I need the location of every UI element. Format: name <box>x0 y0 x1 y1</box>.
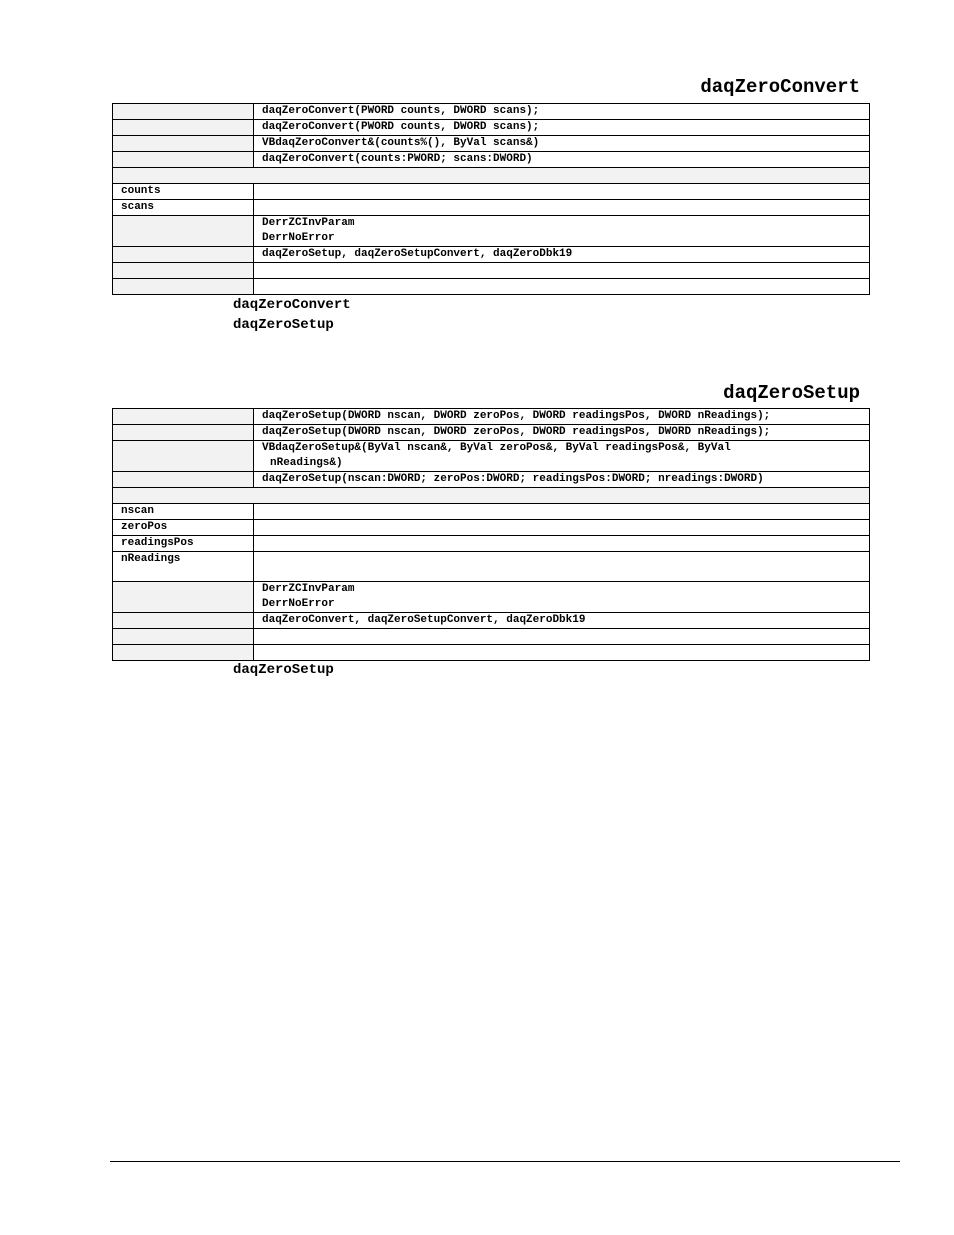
returns-row <box>113 216 870 247</box>
function-title-daqzeroconvert: daqZeroConvert <box>700 76 860 98</box>
prototype-c: daqZeroSetup(DWORD nscan, DWORD zeroPos, DWORD readingsPos, DWORD nReadings); <box>254 409 870 425</box>
see-also-text: daqZeroConvert, daqZeroSetupConvert, daqZeroDbk19 <box>254 613 870 629</box>
param-row <box>113 200 870 216</box>
param-name: readingsPos <box>113 536 254 552</box>
prototype-row-delphi <box>113 152 870 168</box>
empty-row <box>113 629 870 645</box>
empty-row <box>113 645 870 661</box>
prototype-delphi: daqZeroSetup(nscan:DWORD; zeroPos:DWORD; readingsPos:DWORD; nreadings:DWORD) <box>254 472 870 488</box>
prototype-cpp: daqZeroConvert(PWORD counts, DWORD scans); <box>254 120 870 136</box>
prototype-c: daqZeroConvert(PWORD counts, DWORD scans); <box>254 104 870 120</box>
prototype-row-cpp <box>113 120 870 136</box>
prototype-row-vb <box>113 441 870 472</box>
param-name: nscan <box>113 504 254 520</box>
error-code: DerrNoError <box>262 598 335 610</box>
param-name: scans <box>113 200 254 216</box>
param-row <box>113 536 870 552</box>
see-also-row <box>113 613 870 629</box>
param-name: counts <box>113 184 254 200</box>
param-row <box>113 552 870 582</box>
empty-row <box>113 279 870 295</box>
parameters-header-row <box>113 488 870 504</box>
prototype-delphi: daqZeroConvert(counts:PWORD; scans:DWORD) <box>254 152 870 168</box>
prototype-row-cpp <box>113 425 870 441</box>
see-also-row <box>113 247 870 263</box>
note-line: daqZeroSetup <box>233 317 334 333</box>
daqzeroconvert-reference-table <box>112 103 870 295</box>
prototype-vb: VBdaqZeroSetup&(ByVal nscan&, ByVal zeroPos&, ByVal readingsPos&, ByVal <box>262 442 731 454</box>
error-code: DerrNoError <box>262 232 335 244</box>
prototype-row-vb <box>113 136 870 152</box>
prototype-row-c <box>113 409 870 425</box>
param-row <box>113 184 870 200</box>
note-line: daqZeroSetup <box>233 662 334 678</box>
parameters-header-row <box>113 168 870 184</box>
note-line: daqZeroConvert <box>233 297 351 313</box>
prototype-row-delphi <box>113 472 870 488</box>
see-also-text: daqZeroSetup, daqZeroSetupConvert, daqZeroDbk19 <box>254 247 870 263</box>
param-name: zeroPos <box>113 520 254 536</box>
function-title-daqzerosetup: daqZeroSetup <box>723 382 860 404</box>
error-code: DerrZCInvParam <box>262 583 355 595</box>
prototype-cpp: daqZeroSetup(DWORD nscan, DWORD zeroPos, DWORD readingsPos, DWORD nReadings); <box>254 425 870 441</box>
param-row <box>113 504 870 520</box>
prototype-vb-continued: nReadings&) <box>270 457 343 469</box>
prototype-vb: VBdaqZeroConvert&(counts%(), ByVal scans&) <box>254 136 870 152</box>
footer-divider <box>110 1161 900 1162</box>
error-code: DerrZCInvParam <box>262 217 355 229</box>
param-name: nReadings <box>113 552 254 582</box>
prototype-row-c <box>113 104 870 120</box>
returns-row <box>113 582 870 613</box>
daqzerosetup-reference-table <box>112 408 870 661</box>
empty-row <box>113 263 870 279</box>
param-row <box>113 520 870 536</box>
